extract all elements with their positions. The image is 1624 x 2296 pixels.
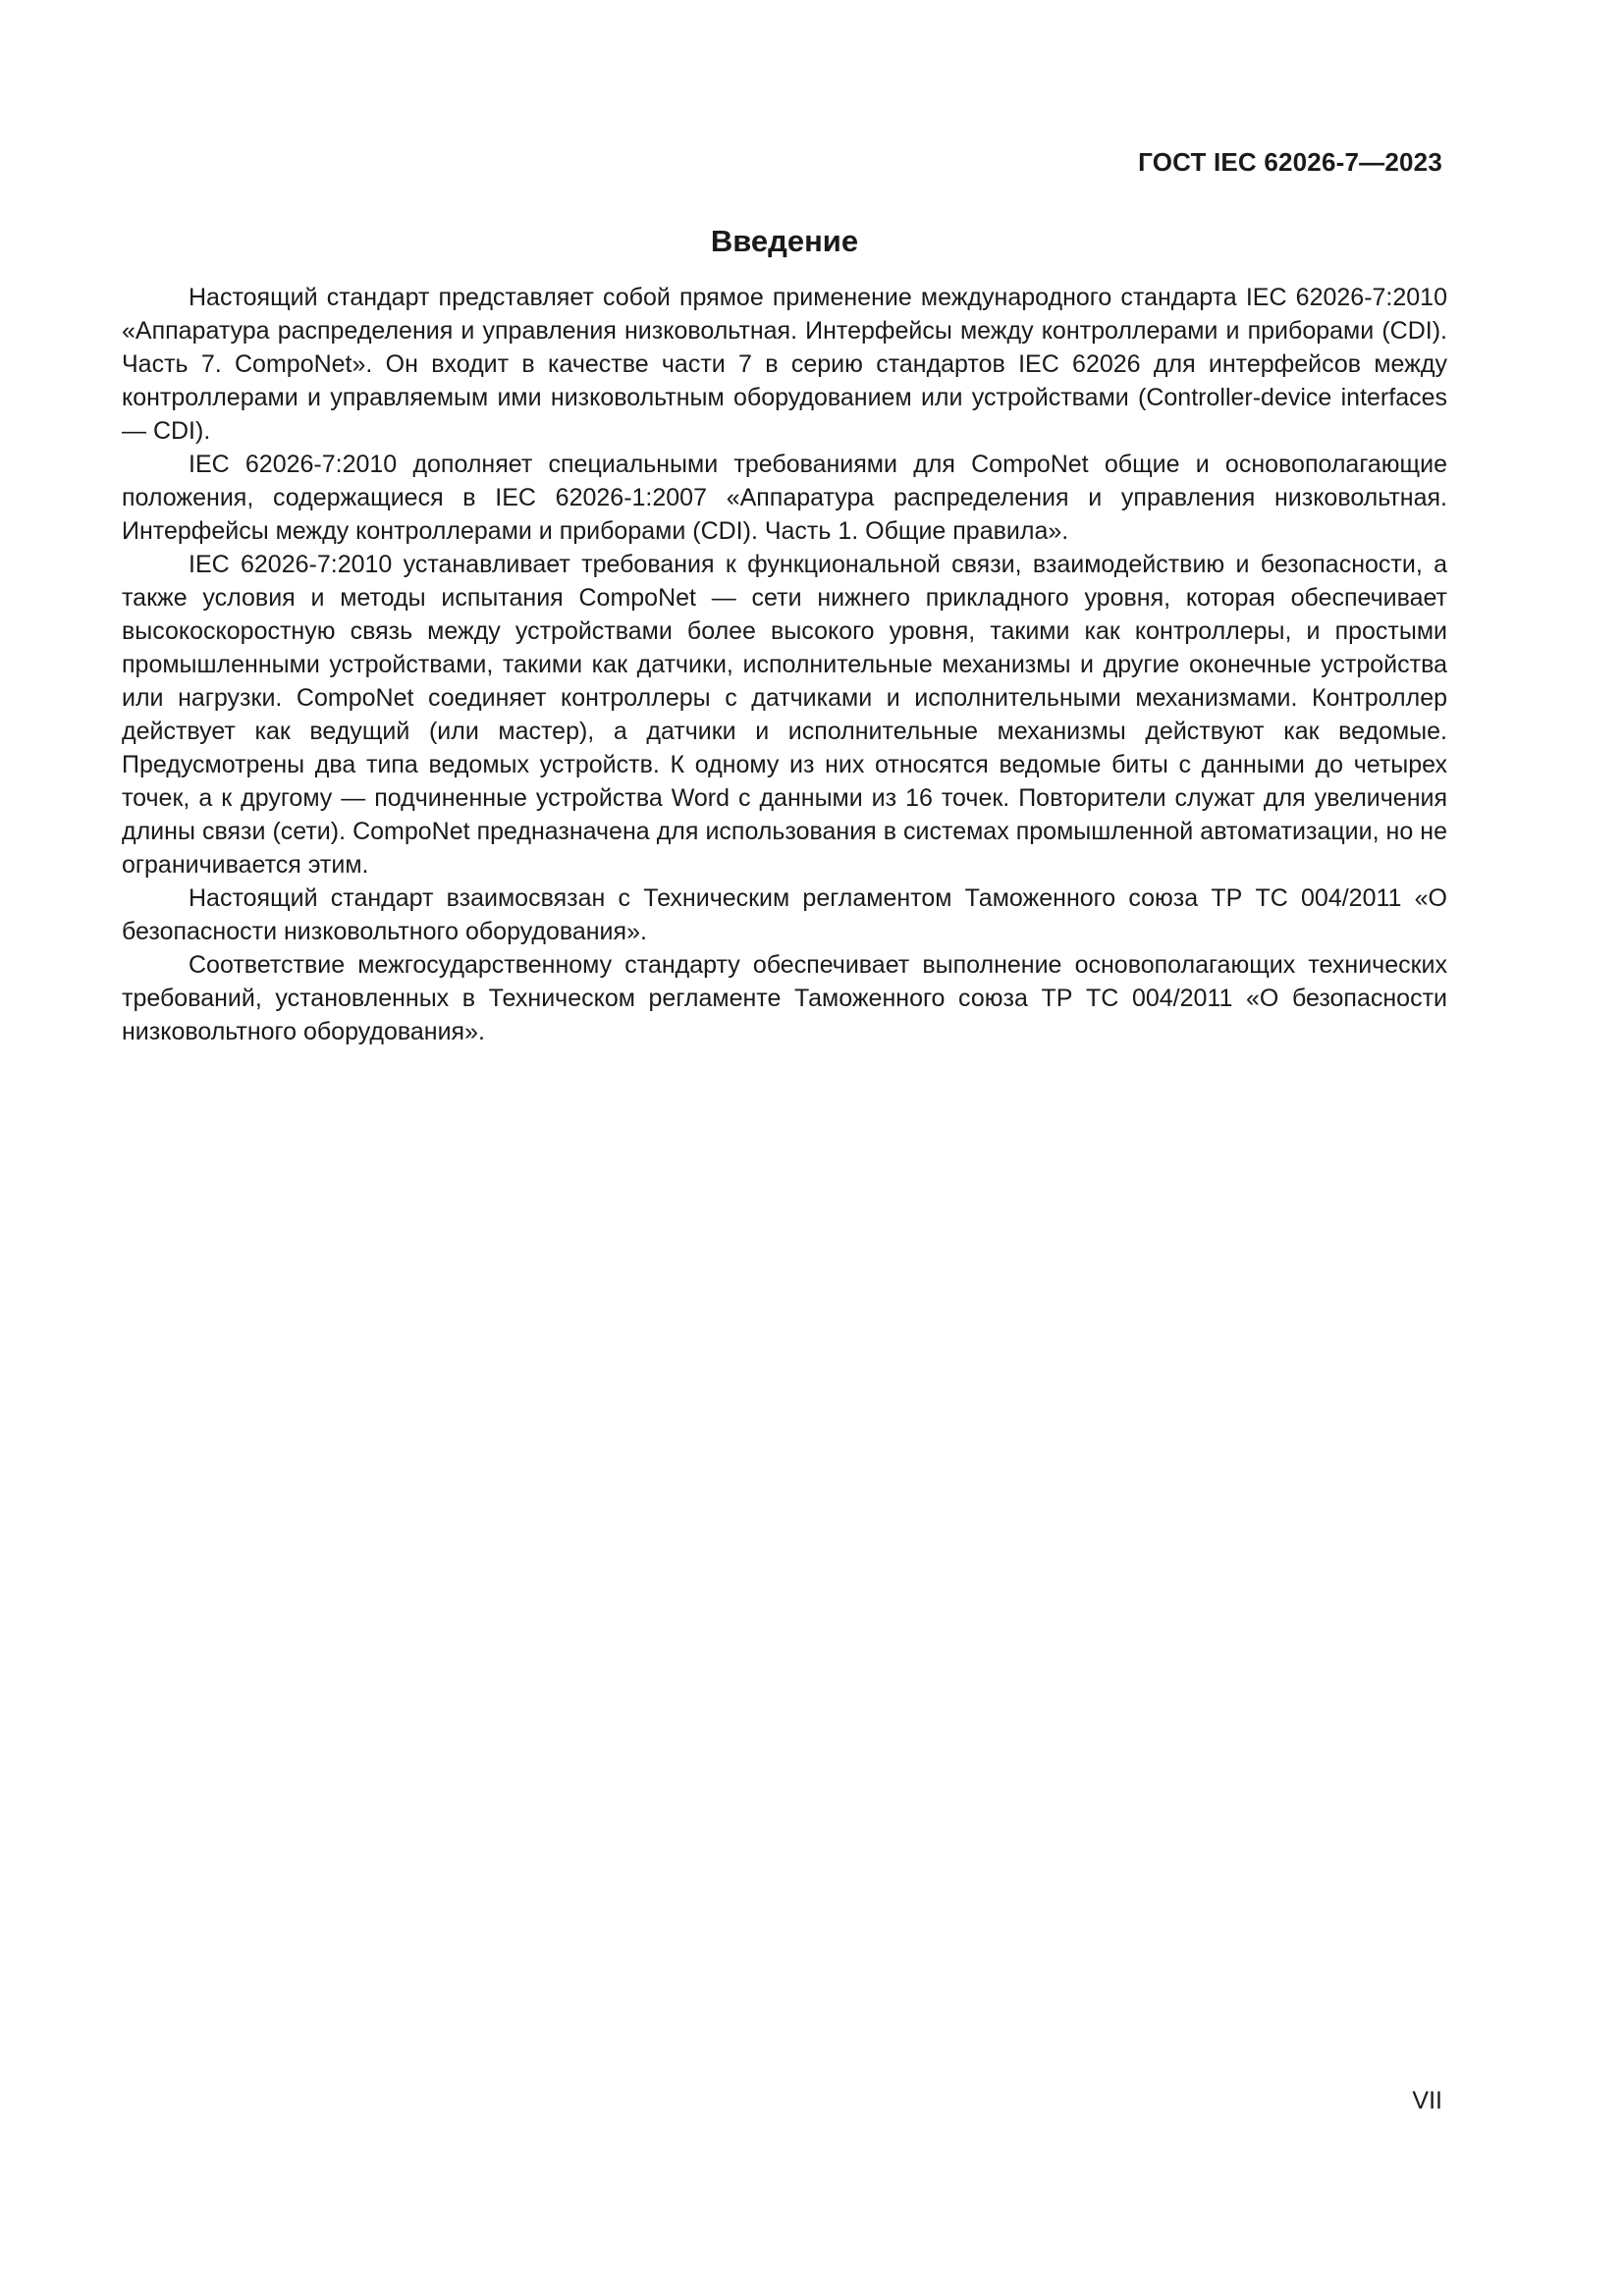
introduction-section bbox=[122, 224, 1447, 1048]
paragraph: Настоящий стандарт взаимосвязан с Техническим регламентом Таможенного союза ТР ТС 004/2011 «О безопасности низковольтного оборудования». bbox=[122, 884, 1447, 945]
document-code-header: ГОСТ IEC 62026-7—2023 bbox=[1138, 147, 1442, 177]
page-number: VII bbox=[1412, 2087, 1442, 2114]
section-title: Введение bbox=[710, 224, 859, 258]
paragraph: Настоящий стандарт представляет собой прямое применение международного стандарта IEC 62026-7:2010 «Аппаратура распределения и управления низковольтная. Интерфейсы между контроллерами и приборами (CDI). Часть 7. CompoNet». Он входит в качестве части 7 в серию стандартов IEC 62026 для интерфейсов между контроллерами и управляемым ими низковольтным оборудованием или устройствами (Controller-device interfaces — CDI). bbox=[122, 284, 1447, 445]
paragraph: IEC 62026-7:2010 устанавливает требования к функциональной связи, взаимодействию и безопасности, а также условия и методы испытания CompoNet — сети нижнего прикладного уровня, которая обеспечивает высокоскоростную связь между устройствами более высокого уровня, такими как контроллеры, и простыми промышленными устройствами, такими как датчики, исполнительные механизмы и другие оконечные устройства или нагрузки. CompoNet соединяет контроллеры с датчиками и исполнительными механизмами. Контроллер действует как ведущий (или мастер), а датчики и исполнительные механизмы действуют как ведомые. Предусмотрены два типа ведомых устройств. К одному из них относятся ведомые биты с данными до четырех точек, а к другому — подчиненные устройства Word с данными из 16 точек. Повторители служат для увеличения длины связи (сети). CompoNet предназначена для использования в системах промышленной автоматизации, но не ограничивается этим. bbox=[122, 551, 1447, 879]
paragraph: Соответствие межгосударственному стандарту обеспечивает выполнение основополагающих технических требований, установленных в Техническом регламенте Таможенного союза ТР ТС 004/2011 «О безопасности низковольтного оборудования». bbox=[122, 951, 1447, 1045]
paragraph: IEC 62026-7:2010 дополняет специальными требованиями для CompoNet общие и основополагающие положения, содержащиеся в IEC 62026-1:2007 «Аппаратура распределения и управления низковольтная. Интерфейсы между контроллерами и приборами (CDI). Часть 1. Общие правила». bbox=[122, 451, 1447, 545]
